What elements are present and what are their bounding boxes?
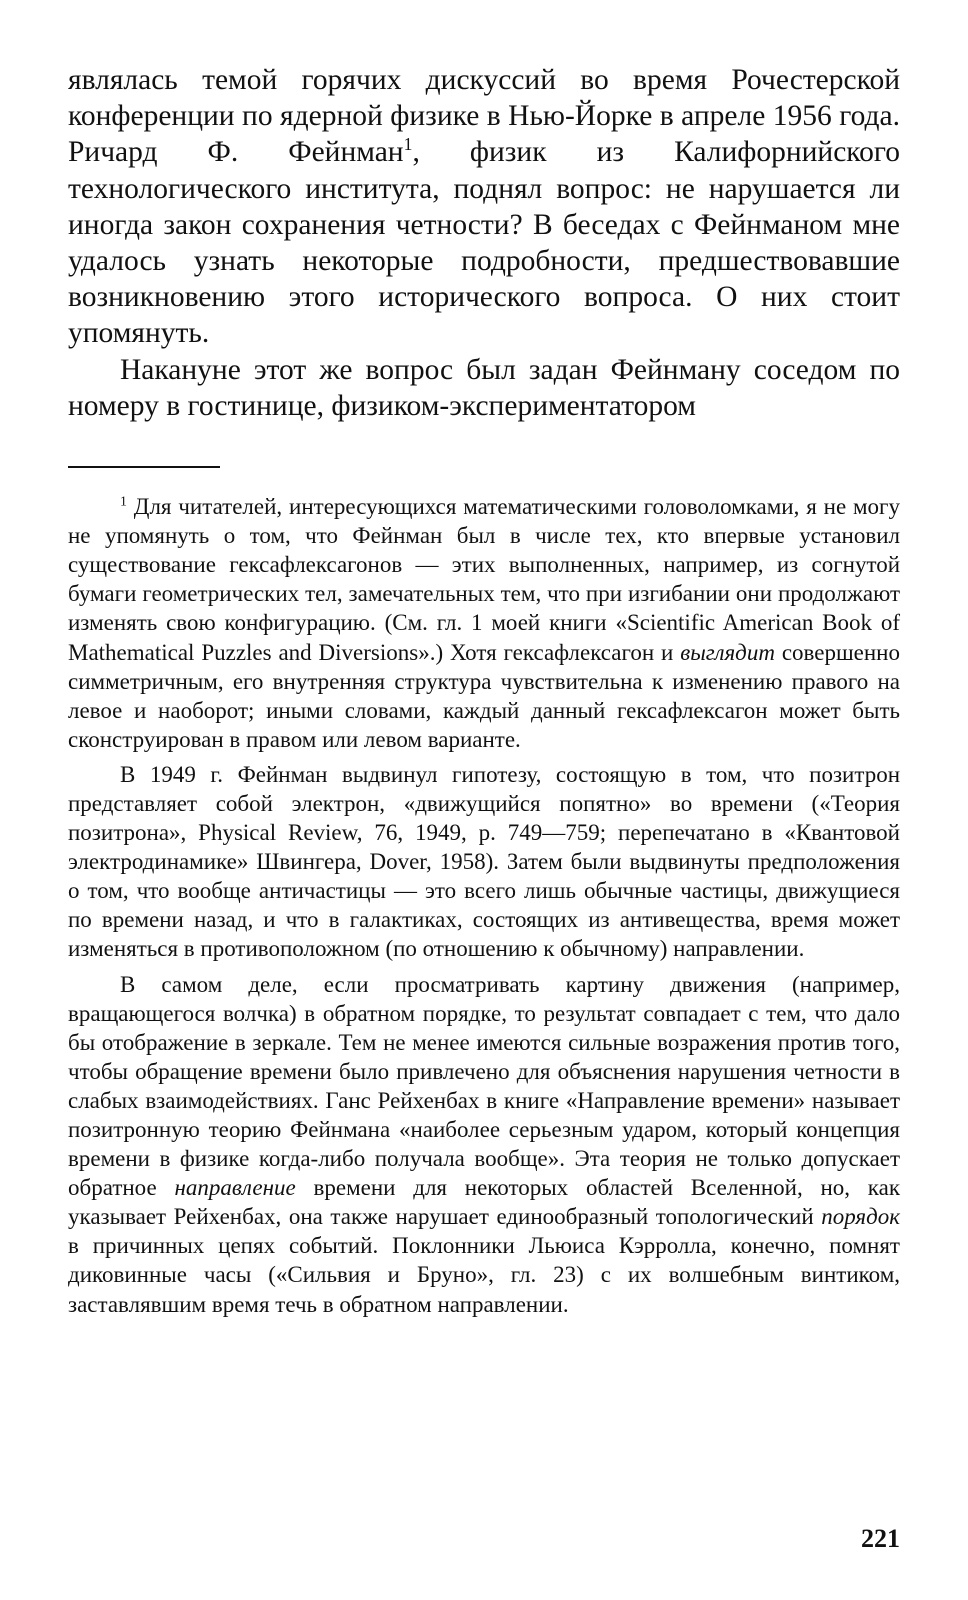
footnote-text: совершенно симметричным, его внутренняя структура чувствительна к изменению правого на левое и наоборот; иными словами, каждый данный гексафлексагон может быть сконструирован в правом или левом варианте. [68, 639, 900, 752]
footnote-paragraph [68, 970, 900, 1319]
footnote-text: в причинных цепях событий. Поклонники Льюиса Кэрролла, конечно, помнят диковинные часы («Сильвия и Бруно», гл. 23) с их волшебным винтиком, заставлявшим время течь в обратном направлении. [68, 1233, 900, 1317]
footnote-1 [68, 492, 900, 754]
footnotes [68, 492, 900, 1319]
footnote-divider [68, 466, 220, 468]
main-paragraph-text: являлась темой горячих дискуссий во время Рочестерской конференции по ядерной физике в Нью-Йорке в апреле 1956 года. Ричард Ф. Фейнман [68, 64, 900, 169]
footnote-emphasis: направление [174, 1175, 296, 1201]
main-paragraph: Накануне этот же вопрос был задан Фейнману соседом по номеру в гостинице, физиком-экспериментатором [68, 353, 900, 422]
footnote-paragraph: В 1949 г. Фейнман выдвинул гипотезу, состоящую в том, что позитрон представляет собой электрон, «движущийся попятно» во времени («Теория позитрона», Physical Review, 76, 1949, p. 749—759; перепечатано в «Квантовой электродинамике» Швингера, Dover, 1958). Затем были выдвинуты предположения о том, что вообще античастицы — это всего лишь обычные частицы, движущиеся по времени назад, и что в галактиках, состоящих из антивещества, время может изменяться в противоположном (по отношению к обычному) направлении. [68, 761, 900, 962]
footnote-marker: 1 [120, 493, 127, 509]
footnote-reference: 1 [403, 134, 413, 155]
footnote-emphasis: выглядит [680, 639, 775, 665]
book-page [68, 62, 900, 1325]
page-number: 221 [861, 1524, 900, 1553]
footnote-text: времени для некоторых областей Вселенной, но, как указывает Рейхенбах, она также нарушает единообразный топологический [68, 1175, 901, 1230]
footnote-text: Для читателей, интересующихся математическими головоломками, я не могу не упомянуть о том, что Фейнман был в числе тех, кто впервые установил существование гексафлексагонов — этих выполненных, например, из согнутой бумаги геометрических тел, замечательных тем, что при изгибании они продолжают изменять свою конфигурацию. (См. гл. 1 моей книги «Scientific American Book of Mathematical Puzzles and Diversions».) Хотя гексафлексагон и [68, 494, 900, 665]
main-paragraph [68, 62, 900, 352]
main-text [68, 62, 900, 424]
main-paragraph-text-continued: , физик из Калифорнийского технологического института, поднял вопрос: не нарушается ли иногда закон сохранения четности? В беседах с Фейнманом мне удалось узнать некоторые подробности, предшествовавшие возникновению этого исторического вопроса. О них стоит упомянуть. [68, 136, 901, 350]
footnote-text: В самом деле, если просматривать картину движения (например, вращающегося волчка) в обратном порядке, то результат совпадает с тем, что дало бы отображение в зеркале. Тем не менее имеются сильные возражения против того, чтобы обращение времени было привлечено для объяснения нарушения четности в слабых взаимодействиях. Ганс Рейхенбах в книге «Направление времени» называет позитронную теорию Фейнмана «наиболее серьезным ударом, который концепция времени в физике когда-либо получала вообще». Эта теория не только допускает обратное [68, 971, 900, 1201]
footnote-emphasis: порядок [821, 1204, 900, 1230]
